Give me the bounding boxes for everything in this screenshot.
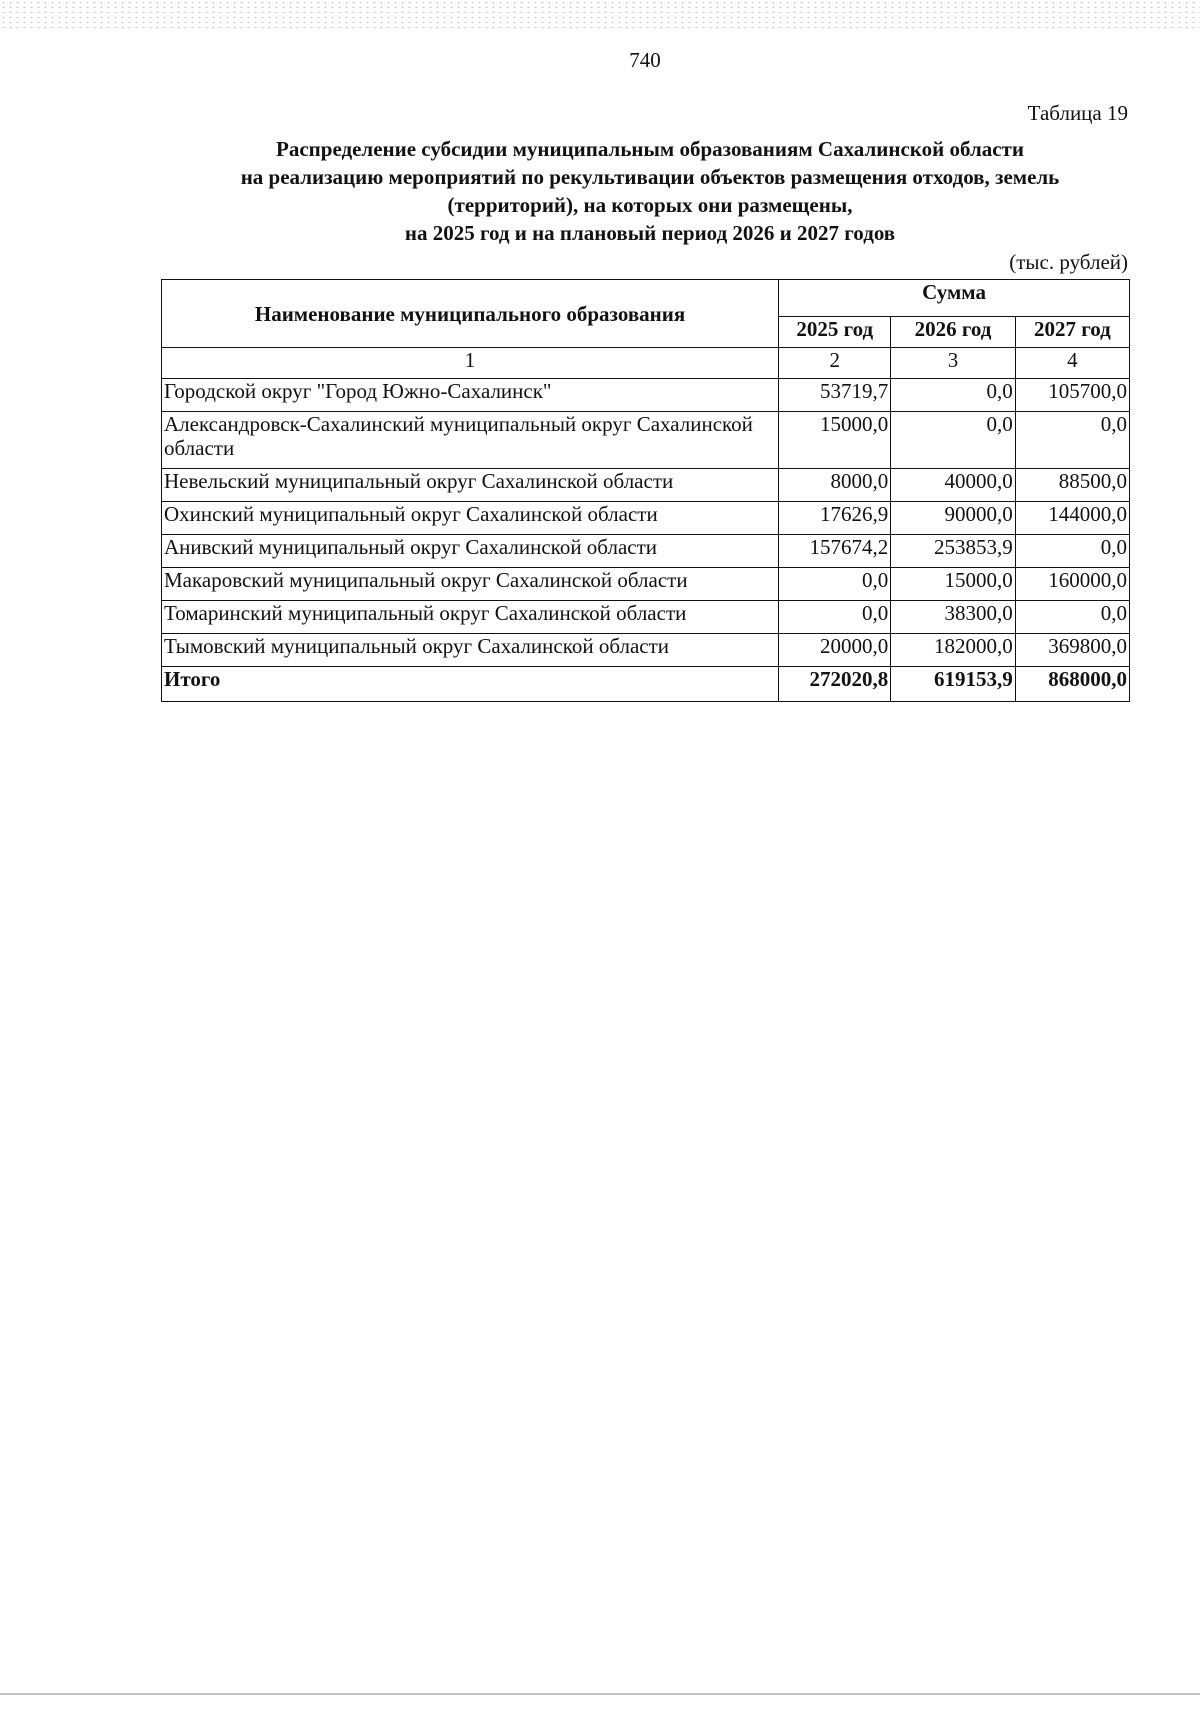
column-number: 3 (891, 348, 1015, 379)
title-line: Распределение субсидии муниципальным образованиям Сахалинской области (276, 137, 1024, 161)
municipality-name: Макаровский муниципальный округ Сахалинской области (162, 568, 779, 601)
amount-2025: 0,0 (779, 601, 891, 634)
table-row (162, 634, 1130, 667)
header-year-2025: 2025 год (779, 317, 891, 348)
table-row (162, 568, 1130, 601)
table-row (162, 601, 1130, 634)
table-row (162, 379, 1130, 412)
total-row (162, 667, 1130, 702)
amount-2025: 157674,2 (779, 535, 891, 568)
table-caption: Таблица 19 (1027, 101, 1128, 125)
title-line: на реализацию мероприятий по рекультивации объектов размещения отходов, земель (240, 165, 1060, 189)
municipality-name: Александровск-Сахалинский муниципальный округ Сахалинской области (162, 412, 779, 469)
table-row (162, 469, 1130, 502)
amount-2027: 369800,0 (1015, 634, 1129, 667)
amount-2026: 90000,0 (891, 502, 1015, 535)
document-title (160, 135, 1140, 247)
amount-2027: 0,0 (1015, 412, 1129, 469)
amount-2027: 0,0 (1015, 535, 1129, 568)
amount-2026: 0,0 (891, 379, 1015, 412)
municipality-name: Анивский муниципальный округ Сахалинской области (162, 535, 779, 568)
column-number: 4 (1015, 348, 1129, 379)
municipality-name: Охинский муниципальный округ Сахалинской области (162, 502, 779, 535)
scan-noise-top (0, 0, 1200, 30)
column-number: 1 (162, 348, 779, 379)
header-municipality: Наименование муниципального образования (162, 280, 779, 348)
column-number-row (162, 348, 1130, 379)
units-label: (тыс. рублей) (1009, 250, 1128, 274)
amount-2026: 0,0 (891, 412, 1015, 469)
subsidy-table (161, 279, 1130, 702)
title-line: на 2025 год и на плановый период 2026 и 2027 годов (404, 221, 896, 245)
header-sum: Сумма (779, 280, 1130, 317)
amount-2026: 253853,9 (891, 535, 1015, 568)
total-2025: 272020,8 (779, 667, 891, 702)
amount-2026: 40000,0 (891, 469, 1015, 502)
scan-edge-bottom (0, 1693, 1200, 1695)
amount-2026: 15000,0 (891, 568, 1015, 601)
amount-2025: 8000,0 (779, 469, 891, 502)
table-row (162, 502, 1130, 535)
table-row (162, 412, 1130, 469)
amount-2025: 20000,0 (779, 634, 891, 667)
amount-2026: 182000,0 (891, 634, 1015, 667)
amount-2027: 160000,0 (1015, 568, 1129, 601)
amount-2027: 144000,0 (1015, 502, 1129, 535)
amount-2026: 38300,0 (891, 601, 1015, 634)
table-row (162, 535, 1130, 568)
municipality-name: Томаринский муниципальный округ Сахалинской области (162, 601, 779, 634)
amount-2027: 0,0 (1015, 601, 1129, 634)
municipality-name: Невельский муниципальный округ Сахалинской области (162, 469, 779, 502)
amount-2027: 88500,0 (1015, 469, 1129, 502)
total-2026: 619153,9 (891, 667, 1015, 702)
amount-2025: 15000,0 (779, 412, 891, 469)
header-year-2027: 2027 год (1015, 317, 1129, 348)
total-label: Итого (162, 667, 779, 702)
amount-2025: 0,0 (779, 568, 891, 601)
header-year-2026: 2026 год (891, 317, 1015, 348)
amount-2025: 17626,9 (779, 502, 891, 535)
page-number: 740 (629, 48, 661, 72)
column-number: 2 (779, 348, 891, 379)
municipality-name: Тымовский муниципальный округ Сахалинской области (162, 634, 779, 667)
total-2027: 868000,0 (1015, 667, 1129, 702)
municipality-name: Городской округ "Город Южно-Сахалинск" (162, 379, 779, 412)
amount-2027: 105700,0 (1015, 379, 1129, 412)
title-line: (территорий), на которых они размещены, (447, 193, 853, 217)
amount-2025: 53719,7 (779, 379, 891, 412)
